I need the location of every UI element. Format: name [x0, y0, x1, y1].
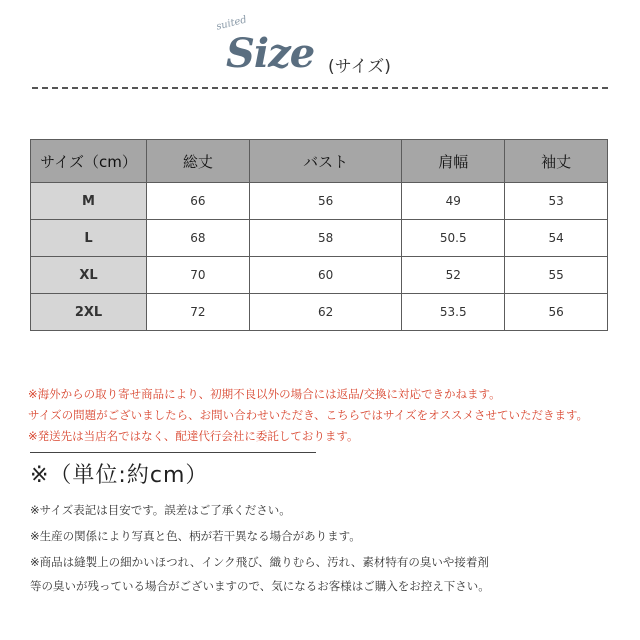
header-size: サイズ（cm） — [31, 140, 147, 183]
header-sleeve: 袖丈 — [505, 140, 608, 183]
size-subtitle: (サイズ) — [328, 57, 391, 77]
unit-heading: ※（単位:約cm） — [30, 463, 209, 488]
logo-small-text: suited — [215, 14, 248, 33]
header-length: 総丈 — [147, 140, 250, 183]
cell-length: 70 — [147, 257, 250, 294]
cell-length: 72 — [147, 294, 250, 331]
note-line: ※商品は縫製上の細かいほつれ、インク飛び、織りむら、汚れ、素材特有の臭いや接着剤 — [30, 555, 489, 569]
cell-sleeve: 55 — [505, 257, 608, 294]
size-table — [30, 139, 608, 331]
cell-bust: 60 — [249, 257, 402, 294]
header-bust: バスト — [249, 140, 402, 183]
table-header-row — [31, 140, 608, 183]
cell-bust: 56 — [249, 183, 402, 220]
cell-sleeve: 53 — [505, 183, 608, 220]
cell-sleeve: 56 — [505, 294, 608, 331]
cell-length: 68 — [147, 220, 250, 257]
table-row — [31, 183, 608, 220]
size-logo: Size — [226, 30, 315, 77]
row-size: M — [31, 183, 147, 220]
row-size: L — [31, 220, 147, 257]
note-line: 等の臭いが残っている場合がございますので、気になるお客様はご購入をお控え下さい。 — [30, 579, 490, 593]
dashed-divider — [32, 87, 608, 89]
cell-shoulder: 52 — [402, 257, 505, 294]
unit-divider — [30, 452, 316, 453]
size-header — [0, 14, 640, 82]
row-size: XL — [31, 257, 147, 294]
note-line: ※生産の関係により写真と色、柄が若干異なる場合があります。 — [30, 529, 361, 543]
table-row — [31, 220, 608, 257]
cell-shoulder: 49 — [402, 183, 505, 220]
cell-shoulder: 50.5 — [402, 220, 505, 257]
cell-length: 66 — [147, 183, 250, 220]
row-size: 2XL — [31, 294, 147, 331]
header-shoulder: 肩幅 — [402, 140, 505, 183]
table-row — [31, 257, 608, 294]
red-note: ※発送先は当店名ではなく、配達代行会社に委託しております。 — [28, 429, 359, 443]
table-row — [31, 294, 608, 331]
note-line: ※サイズ表記は目安です。誤差はご了承ください。 — [30, 503, 291, 517]
red-note: ※海外からの取り寄せ商品により、初期不良以外の場合には返品/交換に対応できかねます。 — [28, 387, 501, 401]
cell-bust: 62 — [249, 294, 402, 331]
cell-shoulder: 53.5 — [402, 294, 505, 331]
cell-bust: 58 — [249, 220, 402, 257]
red-note: サイズの問題がございましたら、お問い合わせいただき、こちらではサイズをオススメさせていただきます。 — [28, 408, 589, 422]
cell-sleeve: 54 — [505, 220, 608, 257]
